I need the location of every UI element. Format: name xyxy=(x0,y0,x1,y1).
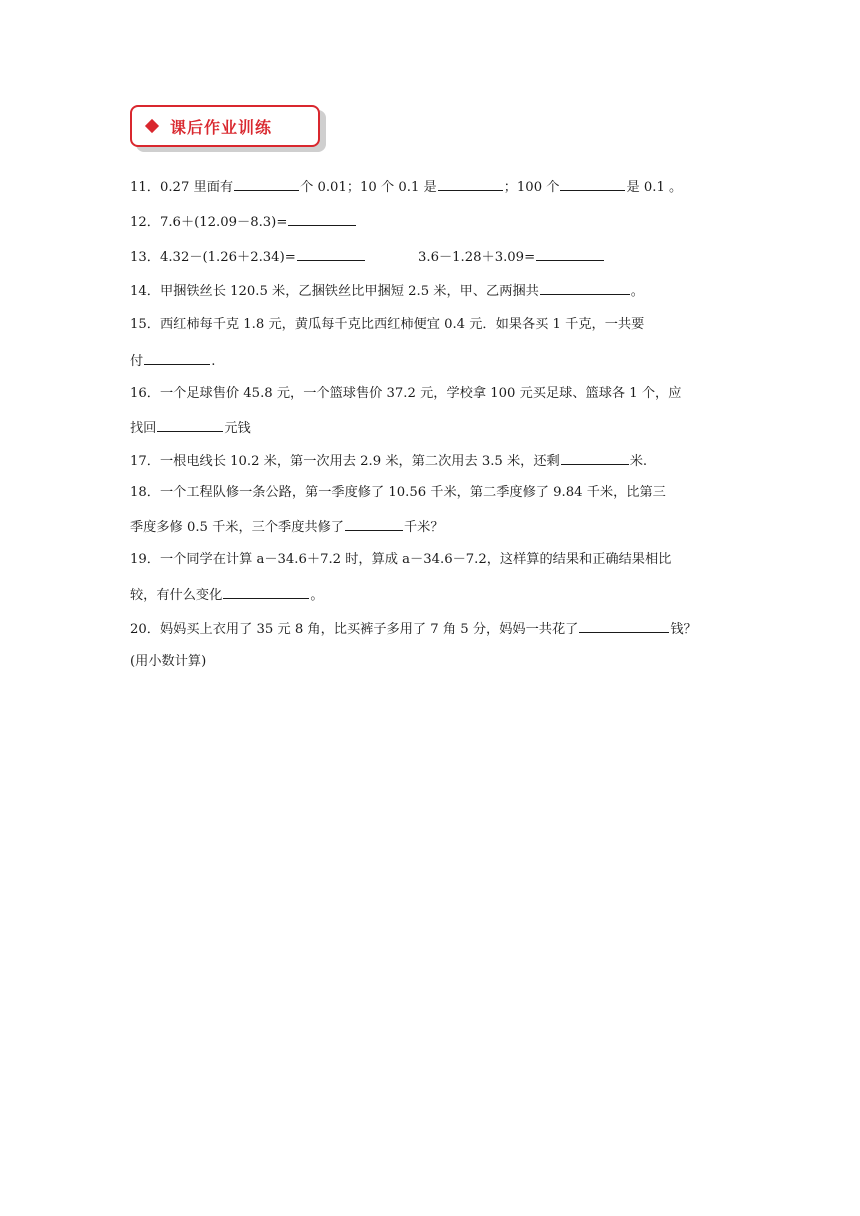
answer-blank[interactable] xyxy=(345,517,403,531)
answer-blank[interactable] xyxy=(438,177,503,191)
question-16-line-2: 找回 元钱 xyxy=(130,418,251,438)
question-19: 19．一个同学在计算 a－34.6＋7.2 时，算成 a－34.6－7.2，这样算的结果和正确结果相比 xyxy=(130,552,672,567)
question-11: 11．0.27 里面有 个 0.01；10 个 0.1 是 ；100 个 是 0.1 。 xyxy=(130,177,682,197)
diamond-icon xyxy=(145,119,159,133)
question-16: 16．一个足球售价 45.8 元，一个篮球售价 37.2 元，学校拿 100 元买足球、篮球各 1 个，应 xyxy=(130,386,682,401)
question-17: 17．一根电线长 10.2 米，第一次用去 2.9 米，第二次用去 3.5 米，还剩 米. xyxy=(130,451,647,471)
answer-blank[interactable] xyxy=(144,351,210,365)
answer-blank[interactable] xyxy=(536,247,604,261)
question-12: 12．7.6＋(12.09－8.3)= xyxy=(130,212,357,232)
answer-blank[interactable] xyxy=(223,585,309,599)
answer-blank[interactable] xyxy=(157,418,223,432)
answer-blank[interactable] xyxy=(579,619,669,633)
question-13-part-2: 3.6－1.28＋3.09= xyxy=(418,247,605,267)
section-title: 课后作业训练 xyxy=(170,118,273,137)
answer-blank[interactable] xyxy=(540,281,630,295)
question-15-line-2: 付 . xyxy=(130,351,215,371)
answer-blank[interactable] xyxy=(561,451,629,465)
question-19-line-2: 较，有什么变化 。 xyxy=(130,585,324,605)
question-13: 13．4.32－(1.26＋2.34)= xyxy=(130,247,366,267)
question-15: 15．西红柿每千克 1.8 元，黄瓜每千克比西红柿便宜 0.4 元．如果各买 1 千克，一共要 xyxy=(130,317,645,332)
answer-blank[interactable] xyxy=(234,177,299,191)
answer-blank[interactable] xyxy=(288,212,356,226)
answer-blank[interactable] xyxy=(560,177,625,191)
question-20-line-2: (用小数计算) xyxy=(130,654,207,669)
question-14: 14．甲捆铁丝长 120.5 米，乙捆铁丝比甲捆短 2.5 米，甲、乙两捆共 。 xyxy=(130,281,644,301)
question-18-line-2: 季度多修 0.5 千米，三个季度共修了 千米？ xyxy=(130,517,444,537)
question-20: 20．妈妈买上衣用了 35 元 8 角，比买裤子多用了 7 角 5 分，妈妈一共花了 钱？ xyxy=(130,619,697,639)
question-18: 18．一个工程队修一条公路，第一季度修了 10.56 千米，第二季度修了 9.84 千米，比第三 xyxy=(130,485,666,500)
section-heading xyxy=(130,105,320,147)
answer-blank[interactable] xyxy=(297,247,365,261)
